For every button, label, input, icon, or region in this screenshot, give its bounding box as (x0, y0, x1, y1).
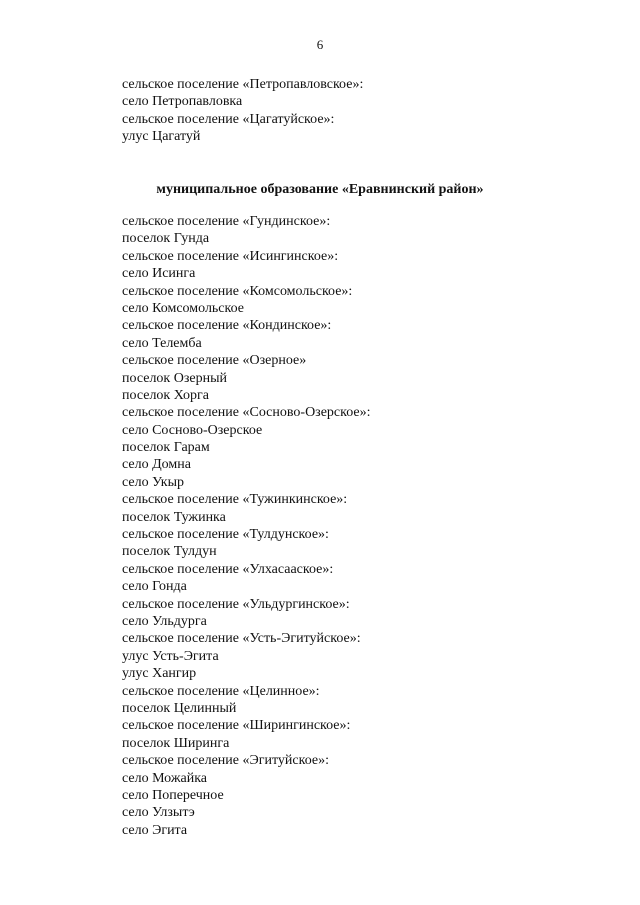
settlement-line: село Петропавловка (122, 94, 243, 110)
settlement-line: сельское поселение «Кондинское»: (122, 318, 332, 334)
settlement-line: сельское поселение «Озерное» (122, 353, 307, 369)
settlement-line: сельское поселение «Усть-Эгитуйское»: (122, 631, 361, 647)
settlement-line: улус Хангир (122, 666, 197, 682)
settlement-line: село Укыр (122, 474, 184, 490)
settlement-line: село Можайка (122, 770, 208, 786)
settlement-line: поселок Ширинга (122, 735, 230, 751)
settlement-line: улус Усть-Эгита (122, 648, 219, 664)
settlement-line: поселок Хорга (122, 387, 209, 403)
settlement-line: село Телемба (122, 335, 202, 351)
settlement-line: поселок Гарам (122, 440, 210, 456)
settlement-line: поселок Озерный (122, 370, 227, 386)
settlement-line: сельское поселение «Комсомольское»: (122, 283, 353, 299)
settlement-line: сельское поселение «Гундинское»: (122, 214, 331, 229)
settlement-line: поселок Гунда (122, 231, 210, 247)
settlement-line: село Домна (122, 457, 191, 473)
settlement-line: сельское поселение «Тужинкинское»: (122, 492, 348, 508)
settlement-line: село Сосново-Озерское (122, 422, 263, 438)
settlement-line: село Гонда (122, 579, 187, 595)
settlement-line: сельское поселение «Эгитуйское»: (122, 753, 329, 769)
settlement-line: сельское поселение «Ширингинское»: (122, 718, 351, 734)
settlements-list-top (122, 76, 592, 146)
settlement-line: село Эгита (122, 822, 188, 838)
settlement-line: сельское поселение «Тулдунское»: (122, 527, 329, 543)
settlement-line: село Комсомольское (122, 300, 245, 316)
settlement-line: поселок Целинный (122, 700, 237, 716)
page-number: 6 (316, 37, 324, 52)
settlement-line: село Улзытэ (122, 805, 195, 821)
settlement-line: сельское поселение «Улхасааское»: (122, 561, 334, 577)
settlement-line: поселок Тужинка (122, 509, 226, 525)
settlement-line: сельское поселение «Петропавловское»: (122, 77, 364, 92)
settlement-line: село Поперечное (122, 787, 224, 803)
settlement-line: село Ульдурга (122, 613, 207, 629)
settlements-list-eravninsky (122, 213, 592, 839)
settlement-line: сельское поселение «Целинное»: (122, 683, 320, 699)
settlement-line: сельское поселение «Сосново-Озерское»: (122, 405, 371, 421)
settlement-line: поселок Тулдун (122, 544, 217, 560)
settlement-line: сельское поселение «Ульдургинское»: (122, 596, 350, 612)
settlement-line: сельское поселение «Исингинское»: (122, 248, 339, 264)
settlement-line: улус Цагатуй (122, 129, 201, 145)
settlement-line: село Исинга (122, 266, 196, 282)
settlement-line: сельское поселение «Цагатуйское»: (122, 111, 335, 127)
section-heading: муниципальное образование «Еравнинский район» (156, 182, 484, 197)
